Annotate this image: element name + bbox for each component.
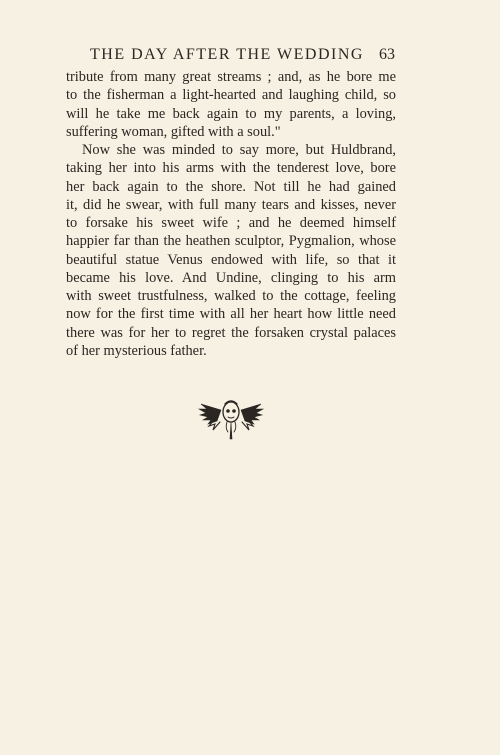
- text-line: there was for her to regret the forsaken crystal palaces: [66, 324, 396, 341]
- winged-mask-ornament-icon: [197, 394, 265, 444]
- text-line: taking her into his arms with the tenderest love, bore: [66, 160, 396, 177]
- text-line: became his love. And Undine, clinging to his arm: [66, 269, 396, 286]
- text-line: suffering woman, gifted with a soul.": [66, 123, 281, 140]
- text-line: will he take me back again to my parents, a loving,: [66, 105, 396, 122]
- text-line: tribute from many great streams ; and, as he bore me: [66, 69, 396, 85]
- text-line: of her mysterious father.: [66, 342, 207, 359]
- text-line: with sweet trustfulness, walked to the cottage, feeling: [66, 288, 396, 304]
- text-line: to forsake his sweet wife ; and he deemed himself: [66, 215, 396, 231]
- text-line: beautiful statue Venus endowed with life, so that it: [66, 251, 396, 268]
- text-line: happier far than the heathen sculptor, Pygmalion, whose: [66, 233, 396, 250]
- text-line: it, did he swear, with full many tears and kisses, never: [66, 196, 396, 213]
- text-line: Now she was minded to say more, but Huldbrand,: [82, 142, 396, 158]
- running-head: [66, 44, 395, 66]
- body-text: [66, 68, 396, 360]
- text-line: her back again to the shore. Not till he had gained: [66, 178, 396, 195]
- chapter-running-title: THE DAY AFTER THE WEDDING: [90, 46, 364, 63]
- page-number: 63: [379, 46, 395, 63]
- text-line: to the fisherman a light-hearted and laughing child, so: [66, 87, 396, 104]
- text-line: now for the first time with all her heart how little need: [66, 306, 396, 323]
